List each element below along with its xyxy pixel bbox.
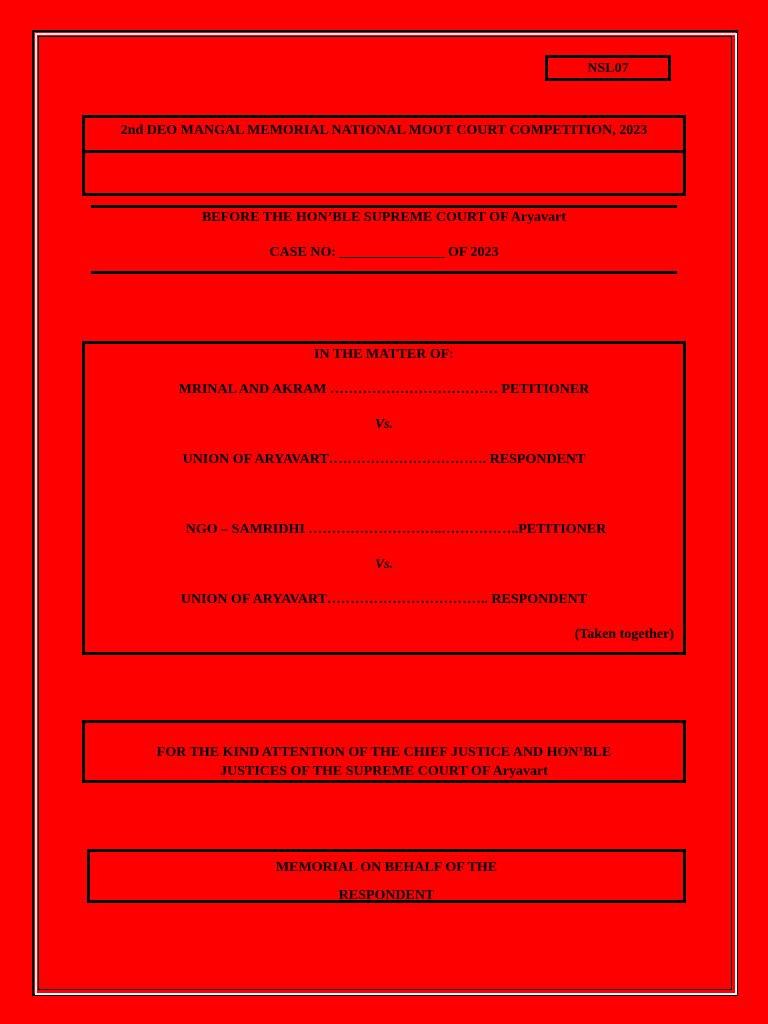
team-code: NSL07: [587, 61, 629, 76]
memorial-box: [87, 849, 686, 903]
matter-box: [82, 341, 686, 655]
court-line: BEFORE THE HON’BLE SUPREME COURT OF Aryavart: [201, 210, 567, 225]
competition-box: [82, 115, 686, 196]
case2-petitioner: NGO – SAMRIDHI ………………………..……………..PETITIONER: [185, 522, 607, 537]
case2-respondent: UNION OF ARYAVART…………………………….. RESPONDENT: [180, 592, 588, 607]
case2-versus: Vs.: [374, 557, 394, 572]
memorial-line-1: MEMORIAL ON BEHALF OF THE: [275, 860, 498, 875]
attention-box: [82, 720, 686, 783]
case-number-line: CASE NO: _______________ OF 2023: [269, 245, 499, 260]
case1-respondent: UNION OF ARYAVART……………………………. RESPONDENT: [182, 452, 586, 467]
top-rule: [91, 205, 677, 208]
team-code-box: [545, 55, 671, 81]
bottom-rule: [91, 271, 677, 274]
matter-heading: IN THE MATTER OF:: [314, 347, 454, 362]
taken-together-note: (Taken together): [574, 627, 674, 642]
case1-versus: Vs.: [374, 417, 394, 432]
attention-line-1: FOR THE KIND ATTENTION OF THE CHIEF JUSTICE AND HON’BLE: [156, 745, 612, 760]
competition-title: 2nd DEO MANGAL MEMORIAL NATIONAL MOOT COURT COMPETITION, 2023: [85, 118, 683, 153]
memorial-line-2: RESPONDENT: [338, 888, 435, 903]
attention-line-2: JUSTICES OF THE SUPREME COURT OF Aryavart: [220, 764, 548, 779]
case1-petitioner: MRINAL AND AKRAM ……………………………… PETITIONER: [178, 382, 590, 397]
